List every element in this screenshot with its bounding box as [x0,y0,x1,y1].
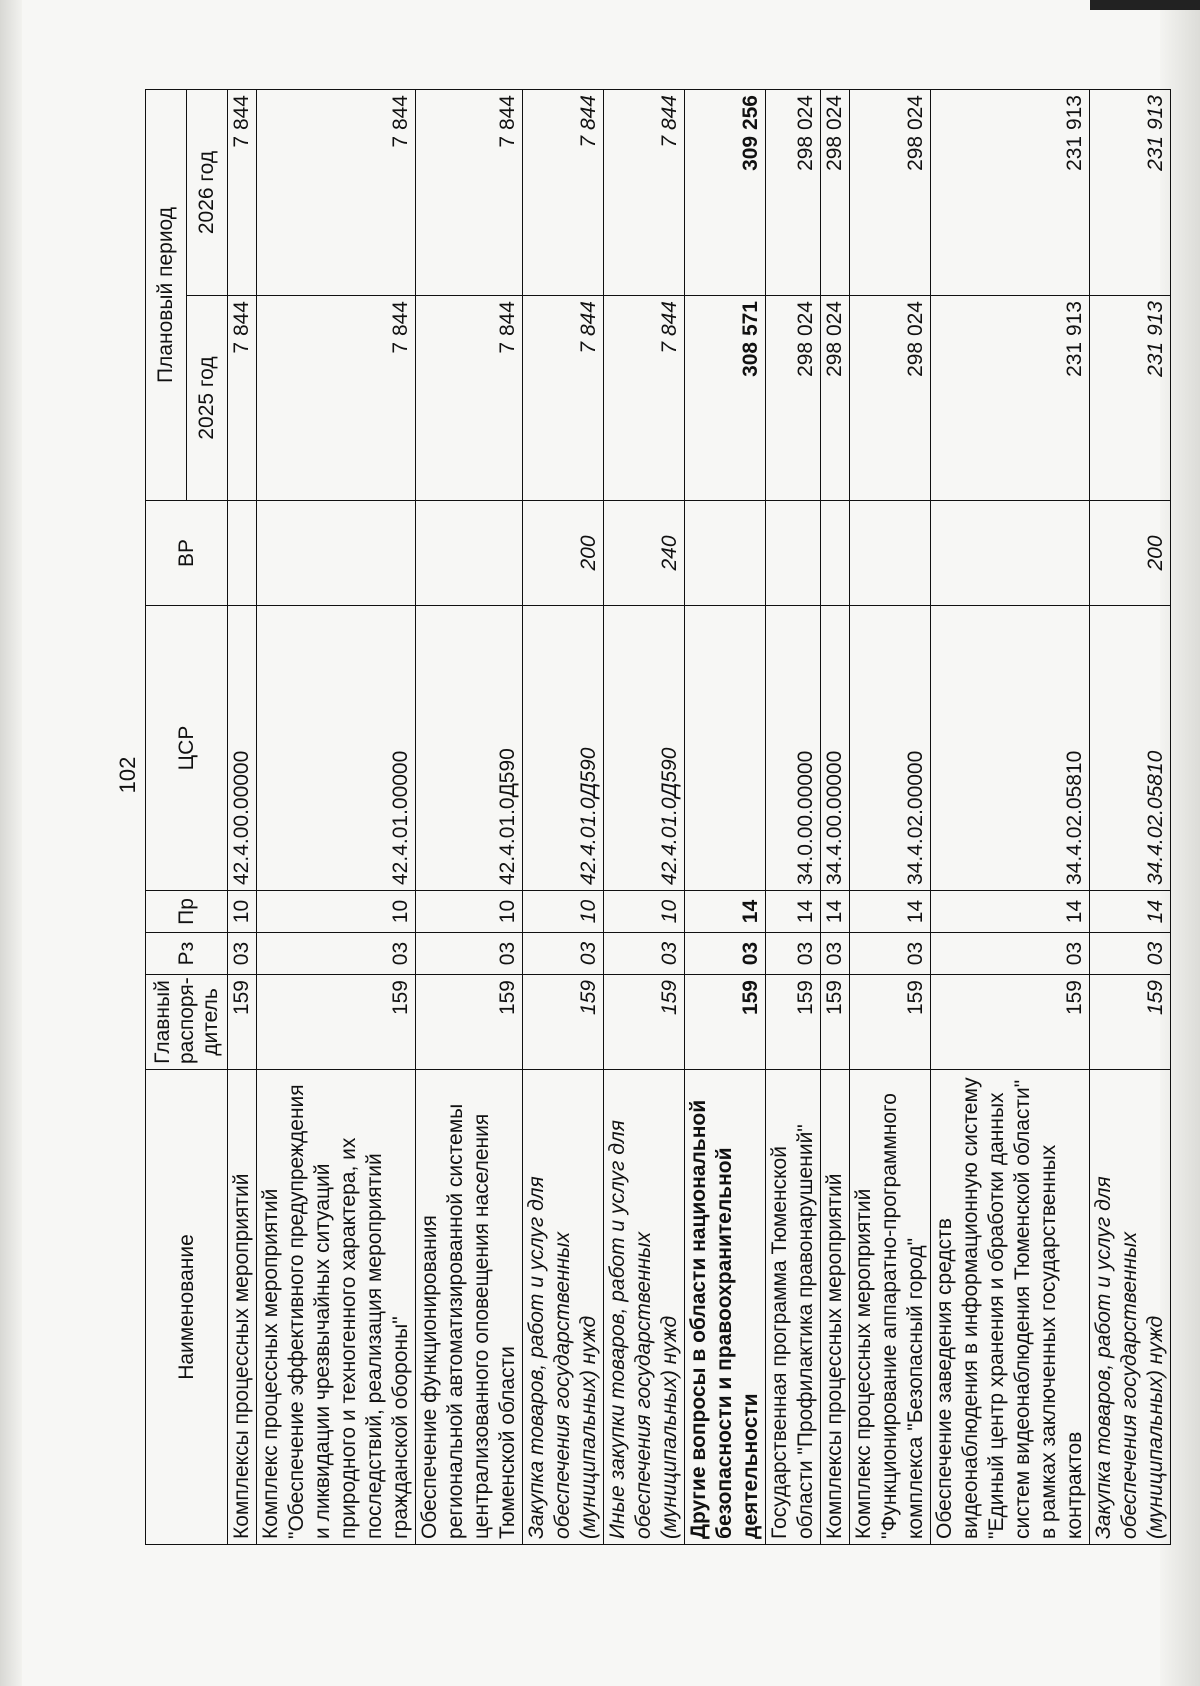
scan-artifact-bar [1090,0,1200,10]
row-2025: 7 844 [523,296,604,501]
row-csr: 42.4.01.0Д590 [604,606,685,891]
header-pr: Пр [146,891,228,933]
header-2026: 2026 год [187,90,228,296]
row-csr: 34.0.00.00000 [766,606,821,891]
row-name: Комплексы процессных мероприятий [821,1070,850,1545]
row-csr: 42.4.01.0Д590 [523,606,604,891]
row-2026: 231 913 [931,90,1090,296]
row-2025: 7 844 [228,296,257,501]
header-chief-line3: дитель [198,988,222,1056]
header-chief-line1: Главный [150,980,174,1064]
row-rz: 03 [1090,933,1171,975]
row-2026: 7 844 [416,90,523,296]
header-vr: ВР [146,501,228,606]
row-2026: 7 844 [523,90,604,296]
row-csr: 34.4.00.00000 [821,606,850,891]
scan-edge-left [0,0,22,1686]
row-chief: 159 [257,975,416,1070]
table-row [821,90,850,1545]
row-csr: 34.4.02.05810 [931,606,1090,891]
header-plan-period: Плановый период [146,90,187,501]
row-name: Государственная программа Тюменской области "Профилактика правонарушений" [766,1070,821,1545]
row-2026: 298 024 [821,90,850,296]
row-pr: 10 [257,891,416,933]
row-name: Закупка товаров, работ и услуг для обеспечения государственных (муниципальных) нужд [523,1070,604,1545]
row-2025: 298 024 [850,296,931,501]
row-csr: 34.4.02.05810 [1090,606,1171,891]
row-rz: 03 [604,933,685,975]
row-2025: 298 024 [766,296,821,501]
header-2025: 2025 год [187,296,228,501]
table-row [228,90,257,1545]
row-rz: 03 [931,933,1090,975]
row-csr: 42.4.01.00000 [257,606,416,891]
header-rz: Рз [146,933,228,975]
budget-table [145,89,1171,1545]
row-vr [685,501,766,606]
row-pr: 14 [931,891,1090,933]
row-rz: 03 [821,933,850,975]
row-2026: 231 913 [1090,90,1171,296]
row-name: Обеспечение функционирования региональной автоматизированной системы централизованного оповещения населения Тюменской области [416,1070,523,1545]
row-chief: 159 [821,975,850,1070]
row-2026: 298 024 [766,90,821,296]
page-number: 102 [115,756,140,794]
row-pr: 14 [766,891,821,933]
row-csr [685,606,766,891]
row-rz: 03 [523,933,604,975]
row-vr [257,501,416,606]
rotated-page [115,0,1167,1555]
row-name: Комплекс процессных мероприятий "Обеспечение эффективного предупреждения и ликвидации чрезвычайных ситуаций природного и техногенного характера, их последствий, реализация мероприятий гражданской обороны" [257,1070,416,1545]
table-row [523,90,604,1545]
row-2025: 7 844 [257,296,416,501]
header-name: Наименование [146,1070,228,1545]
row-chief: 159 [766,975,821,1070]
table-row [604,90,685,1545]
row-2026: 309 256 [685,90,766,296]
row-chief: 159 [604,975,685,1070]
row-csr: 42.4.01.0Д590 [416,606,523,891]
table-row [257,90,416,1545]
row-chief: 159 [850,975,931,1070]
row-chief: 159 [1090,975,1171,1070]
row-2026: 7 844 [228,90,257,296]
row-vr [931,501,1090,606]
row-name: Обеспечение заведения средств видеонаблюдения в информационную систему "Единый центр хранения и обработки данных систем видеонаблюдения Тюменской области" в рамках заключенных государственных контрактов [931,1070,1090,1545]
row-chief: 159 [931,975,1090,1070]
row-rz: 03 [416,933,523,975]
row-name: Закупка товаров, работ и услуг для обеспечения государственных (муниципальных) нужд [1090,1070,1171,1545]
table-row [416,90,523,1545]
row-pr: 14 [1090,891,1171,933]
row-2025: 7 844 [416,296,523,501]
row-pr: 10 [228,891,257,933]
row-chief: 159 [523,975,604,1070]
row-chief: 159 [416,975,523,1070]
row-2026: 298 024 [850,90,931,296]
row-2025: 231 913 [931,296,1090,501]
header-chief [146,975,228,1070]
row-chief: 159 [228,975,257,1070]
row-rz: 03 [685,933,766,975]
row-csr: 34.4.02.00000 [850,606,931,891]
row-pr: 14 [821,891,850,933]
table-row [766,90,821,1545]
row-rz: 03 [257,933,416,975]
row-vr [766,501,821,606]
row-vr [416,501,523,606]
row-2025: 308 571 [685,296,766,501]
row-pr: 10 [604,891,685,933]
row-vr: 200 [1090,501,1171,606]
table-row [1090,90,1171,1545]
row-2026: 7 844 [604,90,685,296]
row-2025: 298 024 [821,296,850,501]
row-rz: 03 [228,933,257,975]
table-body [228,90,1171,1545]
row-rz: 03 [766,933,821,975]
row-2026: 7 844 [257,90,416,296]
row-2025: 231 913 [1090,296,1171,501]
row-chief: 159 [685,975,766,1070]
table-row [931,90,1090,1545]
row-pr: 14 [685,891,766,933]
row-name: Другие вопросы в области национальной безопасности и правоохранительной деятельности [685,1070,766,1545]
row-2025: 7 844 [604,296,685,501]
header-csr: ЦСР [146,606,228,891]
row-vr [821,501,850,606]
table-row [685,90,766,1545]
row-pr: 14 [850,891,931,933]
table-row [850,90,931,1545]
row-csr: 42.4.00.00000 [228,606,257,891]
row-pr: 10 [523,891,604,933]
header-chief-line2: распоря- [174,977,198,1064]
row-vr: 240 [604,501,685,606]
row-vr [850,501,931,606]
row-name: Иные закупки товаров, работ и услуг для обеспечения государственных (муниципальных) нужд [604,1070,685,1545]
row-name: Комплекс процессных мероприятий "Функционирование аппаратно-программного комплекса "Безопасный город" [850,1070,931,1545]
row-pr: 10 [416,891,523,933]
row-vr [228,501,257,606]
row-name: Комплексы процессных мероприятий [228,1070,257,1545]
row-rz: 03 [850,933,931,975]
row-vr: 200 [523,501,604,606]
